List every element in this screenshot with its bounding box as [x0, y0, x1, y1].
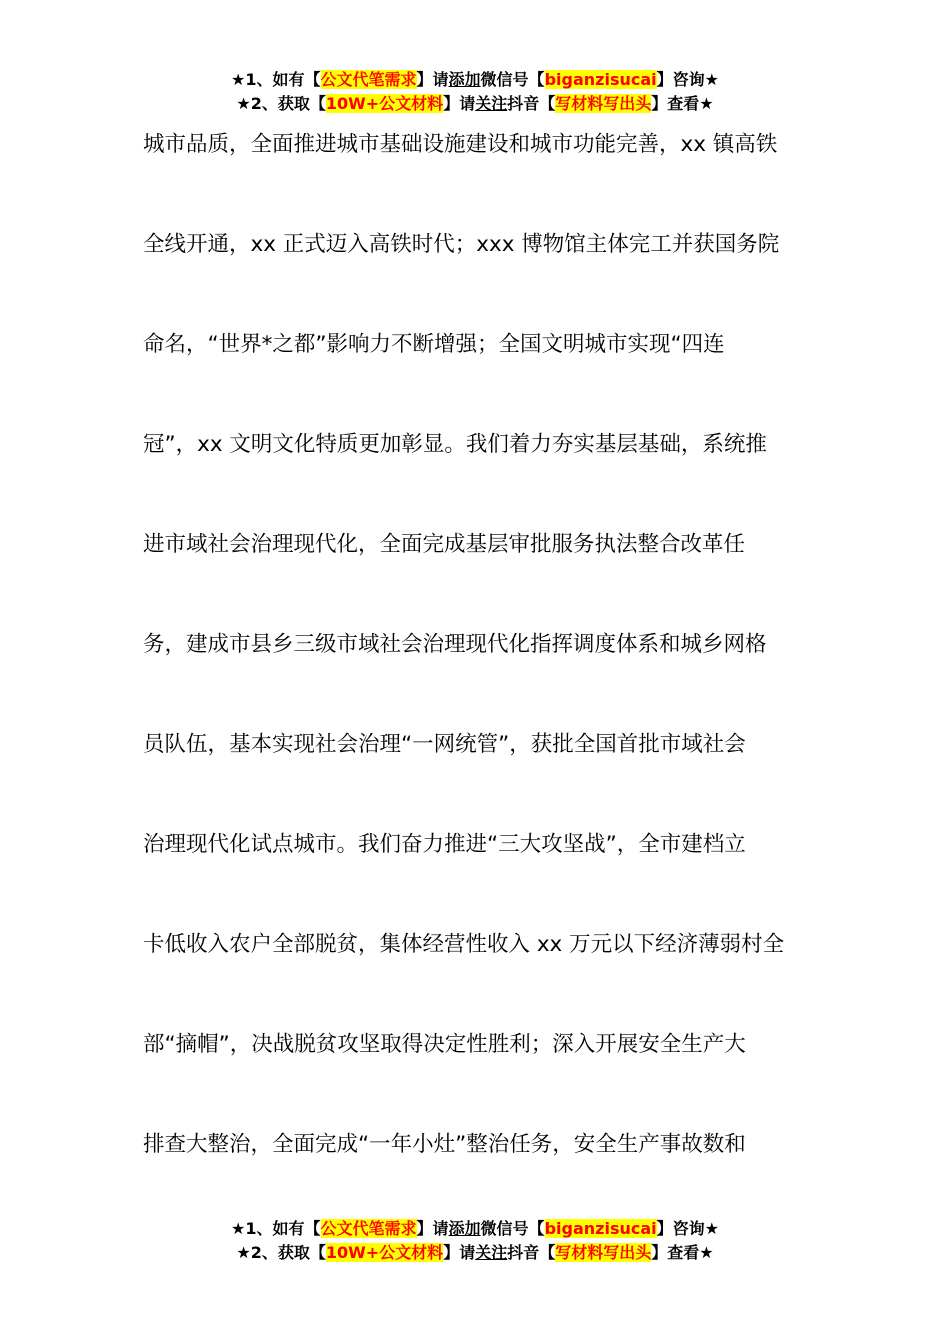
body-line: 务，建成市县乡三级市域社会治理现代化指挥调度体系和城乡网格 [143, 632, 767, 657]
footer-line-1 [0, 1217, 950, 1241]
footer-line-2-mid1: 】请 [443, 1243, 476, 1262]
footer-line-2-emphasis: 关注 [475, 1243, 508, 1262]
footer-line-1-highlight-wechat: biganzisucai [544, 1219, 657, 1238]
header-line-2-emphasis: 关注 [475, 94, 508, 113]
body-line: 进市域社会治理现代化，全面完成基层审批服务执法整合改革任 [143, 532, 746, 557]
header-line-2-highlight-materials: 10W+公文材料 [325, 94, 444, 113]
body-line: 卡低收入农户全部脱贫，集体经营性收入 xx 万元以下经济薄弱村全 [143, 932, 785, 957]
footer-line-1-suffix: 】咨询★ [656, 1219, 719, 1238]
footer-line-2-mid2: 抖音【 [507, 1243, 556, 1262]
footer-line-1-mid2: 微信号【 [480, 1219, 545, 1238]
header-line-1-emphasis: 添加 [448, 70, 481, 89]
footer-line-2-highlight-douyin: 写材料写出头 [555, 1243, 652, 1262]
header-line-1-highlight-service: 公文代笔需求 [320, 70, 417, 89]
footer-line-1-highlight-service: 公文代笔需求 [320, 1219, 417, 1238]
header-line-2-mid1: 】请 [443, 94, 476, 113]
body-line: 治理现代化试点城市。我们奋力推进“三大攻坚战”，全市建档立 [143, 832, 746, 857]
body-line: 员队伍，基本实现社会治理“一网统管”，获批全国首批市域社会 [143, 732, 746, 757]
footer-line-2-prefix: ★2、获取【 [236, 1243, 326, 1262]
header-line-1-mid2: 微信号【 [480, 70, 545, 89]
body-line: 全线开通，xx 正式迈入高铁时代；xxx 博物馆主体完工并获国务院 [143, 232, 780, 257]
header-line-1-suffix: 】咨询★ [656, 70, 719, 89]
body-line: 部“摘帽”，决战脱贫攻坚取得决定性胜利；深入开展安全生产大 [143, 1032, 746, 1057]
body-line: 排查大整治，全面完成“一年小灶”整治任务，安全生产事故数和 [143, 1132, 746, 1157]
header-banner [0, 68, 950, 116]
header-line-2-suffix: 】查看★ [651, 94, 714, 113]
body-line: 冠”，xx 文明文化特质更加彰显。我们着力夯实基层基础，系统推 [143, 432, 767, 457]
footer-line-2 [0, 1241, 950, 1265]
footer-line-2-suffix: 】查看★ [651, 1243, 714, 1262]
footer-banner [0, 1217, 950, 1265]
header-line-2-prefix: ★2、获取【 [236, 94, 326, 113]
footer-line-1-emphasis: 添加 [448, 1219, 481, 1238]
header-line-2 [0, 92, 950, 116]
header-line-1-highlight-wechat: biganzisucai [544, 70, 657, 89]
body-line: 命名，“世界*之都”影响力不断增强；全国文明城市实现“四连 [143, 332, 725, 357]
body-line: 城市品质，全面推进城市基础设施建设和城市功能完善，xx 镇高铁 [143, 132, 778, 157]
header-line-1-mid1: 】请 [416, 70, 449, 89]
document-body [143, 125, 813, 1225]
footer-line-2-highlight-materials: 10W+公文材料 [325, 1243, 444, 1262]
header-line-1 [0, 68, 950, 92]
header-line-1-prefix: ★1、如有【 [231, 70, 321, 89]
footer-line-1-prefix: ★1、如有【 [231, 1219, 321, 1238]
header-line-2-highlight-douyin: 写材料写出头 [555, 94, 652, 113]
header-line-2-mid2: 抖音【 [507, 94, 556, 113]
footer-line-1-mid1: 】请 [416, 1219, 449, 1238]
